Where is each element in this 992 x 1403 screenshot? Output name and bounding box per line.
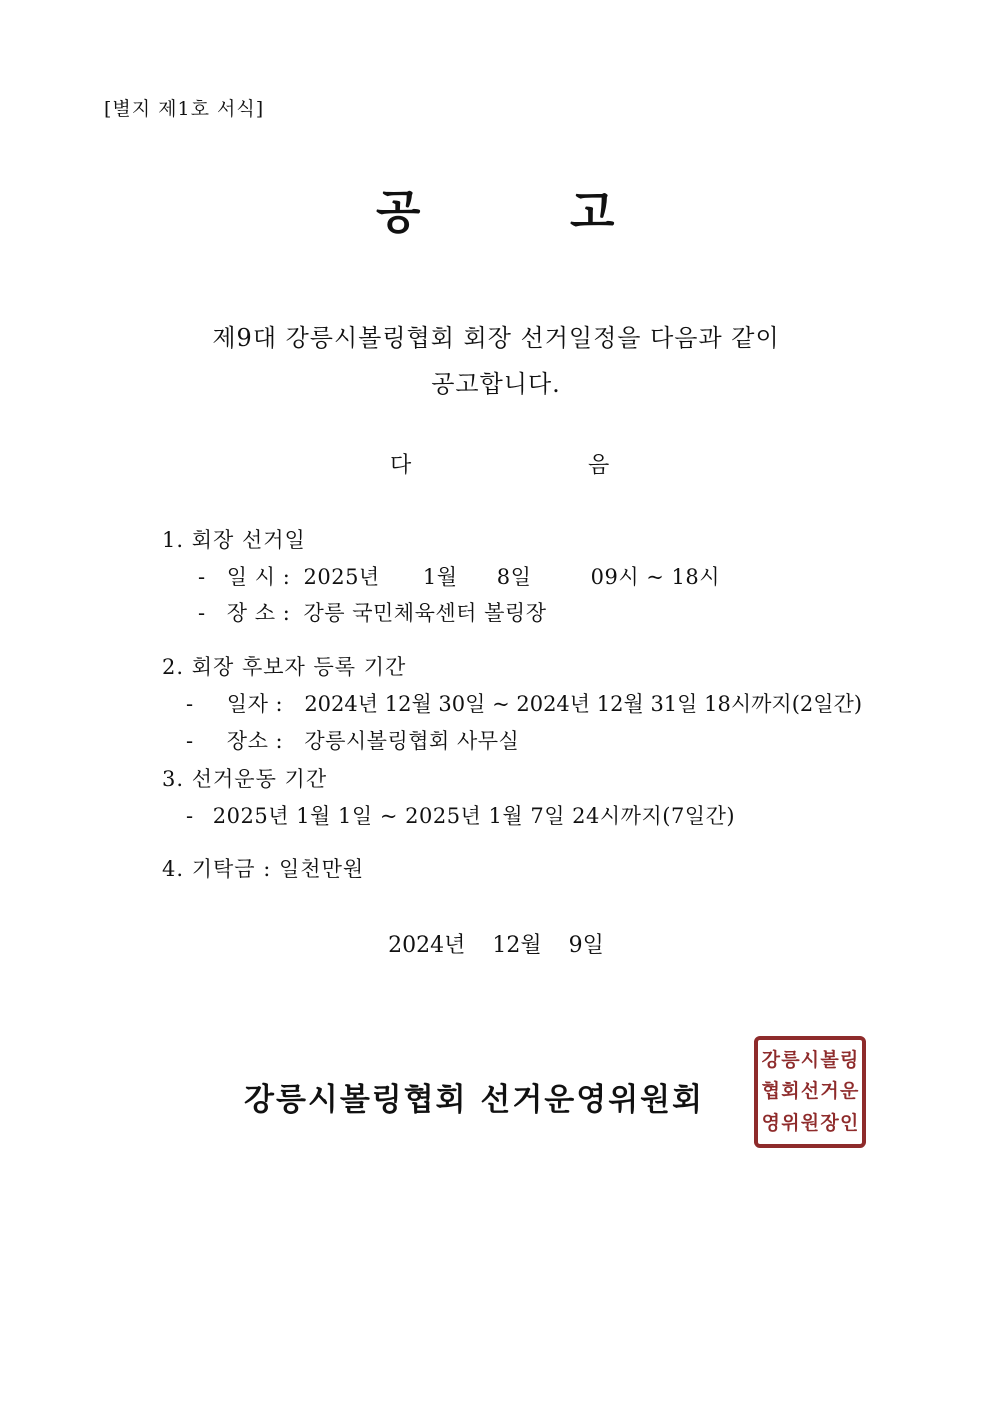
seal-row-2 xyxy=(761,1082,859,1101)
seal-char: 영 xyxy=(761,1111,780,1134)
seal-char: 선 xyxy=(800,1080,820,1103)
datetime-year: 2025년 xyxy=(303,565,380,589)
item-deposit: 4. 기탁금 : 일천만원 xyxy=(162,857,365,881)
seal-char: 인 xyxy=(839,1111,859,1134)
campaign-period-row xyxy=(186,800,735,830)
seal-row-3 xyxy=(761,1111,859,1134)
registration-date-value: 2024년 12월 30일 ~ 2024년 12월 31일 18시까지(2일간) xyxy=(304,692,863,716)
election-datetime-row xyxy=(198,561,720,591)
seal-row-1 xyxy=(761,1051,859,1070)
dash: - xyxy=(186,729,194,753)
title-first-char: 공 xyxy=(376,185,421,239)
item-registration-heading: 2. 회장 후보자 등록 기간 xyxy=(162,655,407,679)
seal-char: 운 xyxy=(839,1080,859,1103)
announce-year: 2024년 xyxy=(388,933,466,958)
dash: - xyxy=(198,565,206,589)
dash: - xyxy=(198,601,206,625)
form-label: [별지 제1호 서식] xyxy=(104,98,265,120)
seal-char: 회 xyxy=(781,1080,800,1103)
place-label: 장 소 : xyxy=(226,601,291,625)
seal-char: 거 xyxy=(820,1080,839,1103)
place-value: 강릉 국민체육센터 볼링장 xyxy=(303,601,547,625)
intro-line-1: 제9대 강릉시볼링협회 회장 선거일정을 다음과 같이 xyxy=(212,324,780,352)
section-heading-first: 다 xyxy=(390,453,412,478)
item-campaign-heading: 3. 선거운동 기간 xyxy=(162,767,328,791)
seal-char: 링 xyxy=(839,1049,859,1072)
datetime-time: 09시 ~ 18시 xyxy=(590,565,721,589)
seal-char: 협 xyxy=(761,1080,780,1103)
seal-char: 릉 xyxy=(781,1049,800,1072)
seal-char: 위 xyxy=(781,1111,800,1134)
seal-char: 장 xyxy=(820,1111,839,1134)
item-election-day-heading: 1. 회장 선거일 xyxy=(162,528,306,552)
dash: - xyxy=(186,804,194,828)
seal-char: 원 xyxy=(800,1111,820,1134)
announce-day: 9일 xyxy=(568,933,604,958)
title-second-char: 고 xyxy=(570,185,615,239)
seal-char: 볼 xyxy=(820,1049,839,1072)
datetime-month: 1월 xyxy=(422,565,458,589)
registration-place-label: 장소 : xyxy=(226,729,284,753)
intro-line-2: 공고합니다. xyxy=(431,370,561,398)
official-seal-icon xyxy=(754,1036,866,1148)
election-place-row xyxy=(198,597,546,627)
registration-place-row xyxy=(186,725,519,755)
organization-name: 강릉시볼링협회 선거운영위원회 xyxy=(244,1082,705,1118)
seal-char: 시 xyxy=(800,1049,820,1072)
registration-date-row xyxy=(186,688,862,718)
seal-char: 강 xyxy=(761,1049,780,1072)
registration-place-value: 강릉시볼링협회 사무실 xyxy=(304,729,520,753)
dash: - xyxy=(186,692,194,716)
datetime-label: 일 시 : xyxy=(226,565,291,589)
registration-date-label: 일자 : xyxy=(226,692,284,716)
announce-month: 12월 xyxy=(492,933,542,958)
datetime-day: 8일 xyxy=(496,565,532,589)
announce-date xyxy=(0,928,992,959)
section-heading-second: 음 xyxy=(588,453,610,478)
campaign-period-value: 2025년 1월 1일 ~ 2025년 1월 7일 24시까지(7일간) xyxy=(212,804,736,828)
